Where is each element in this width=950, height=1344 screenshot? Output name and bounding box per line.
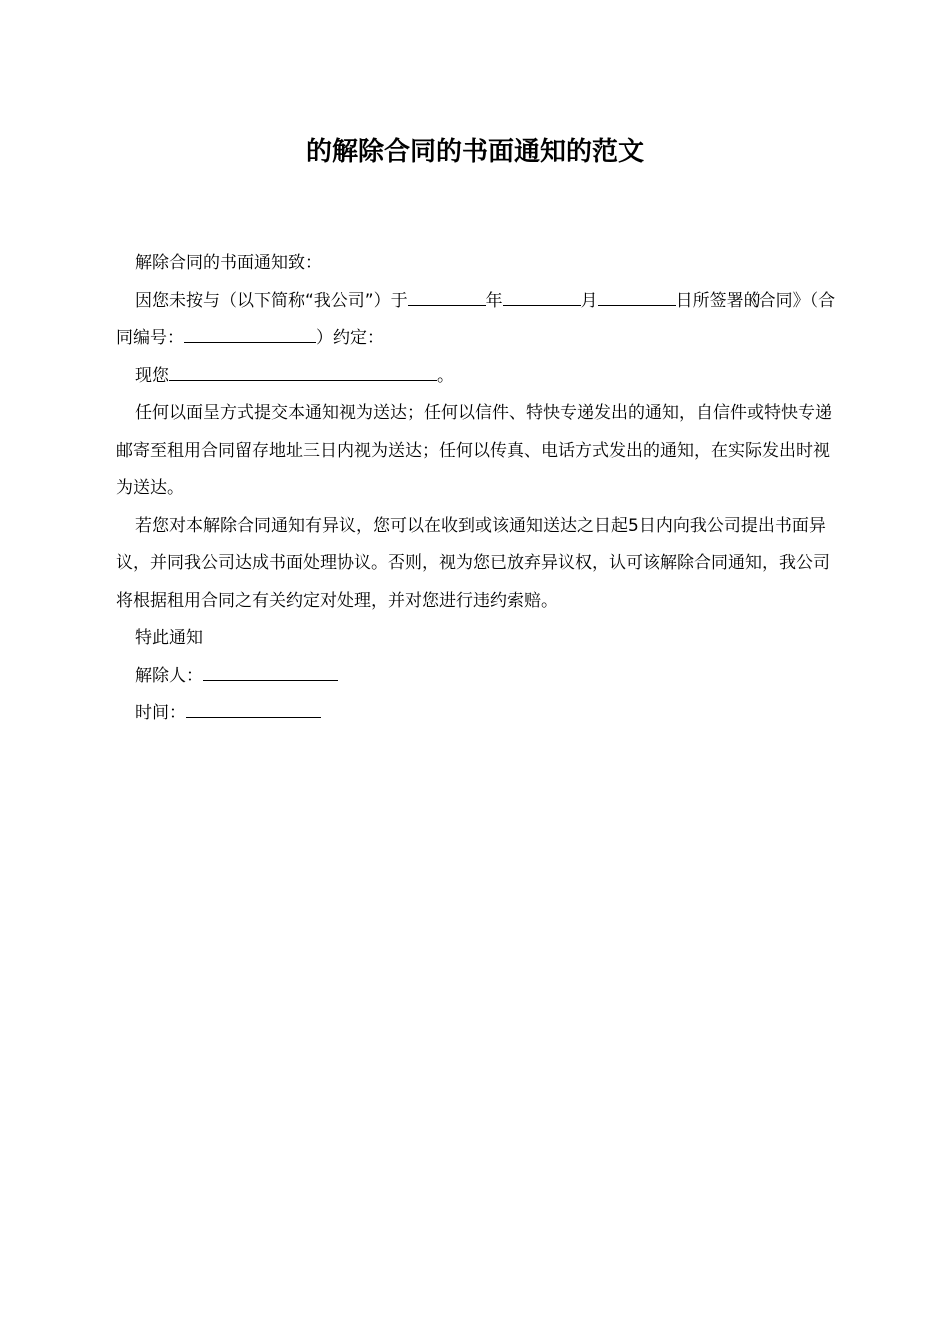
contract-number-label: 《合同》（合同编号： [116, 290, 836, 348]
month-label: 月 [580, 290, 598, 311]
paragraph-delivery: 任何以面呈方式提交本通知视为送达；任何以信件、特快专递发出的通知，自信件或特快专递邮寄至租用合同留存地址三日内视为送达；任何以传真、电话方式发出的通知，在实际发出时视为送达。 [116, 403, 832, 498]
contract-number-blank[interactable] [184, 328, 316, 343]
closing-line: 特此通知 [135, 628, 203, 648]
month-blank[interactable] [503, 291, 581, 306]
contract-end-text: ）约定： [316, 328, 384, 348]
day-label: 日所签署的 [675, 290, 761, 311]
paragraph-breach [116, 358, 846, 396]
document-body [116, 245, 846, 733]
greeting-text: 解除合同的书面通知致： [135, 253, 322, 273]
contract-intro-text: 因您未按与（以下简称“我公司”）于 [135, 290, 408, 311]
year-blank[interactable] [408, 291, 486, 306]
signer-line [116, 658, 846, 696]
greeting-line [116, 245, 846, 283]
day-blank[interactable] [598, 291, 676, 306]
breach-blank[interactable] [169, 366, 437, 381]
breach-end-text: 。 [437, 365, 454, 386]
signer-label: 解除人： [135, 665, 203, 686]
year-label: 年 [485, 290, 503, 311]
paragraph-objection: 若您对本解除合同通知有异议，您可以在收到或该通知送达之日起5日内向我公司提出书面异议，并同我公司达成书面处理协议。否则，视为您已放弃异议权，认可该解除合同通知，我公司将根据租用合同之有关约定对处理，并对您进行违约索赔。 [116, 515, 830, 611]
signer-blank[interactable] [203, 666, 338, 681]
breach-intro-text: 现您 [135, 365, 169, 386]
time-blank[interactable] [186, 703, 321, 718]
document-title: 的解除合同的书面通知的范文 [305, 137, 644, 167]
time-line [116, 695, 846, 733]
paragraph-contract [116, 283, 846, 358]
time-label: 时间： [135, 703, 186, 723]
